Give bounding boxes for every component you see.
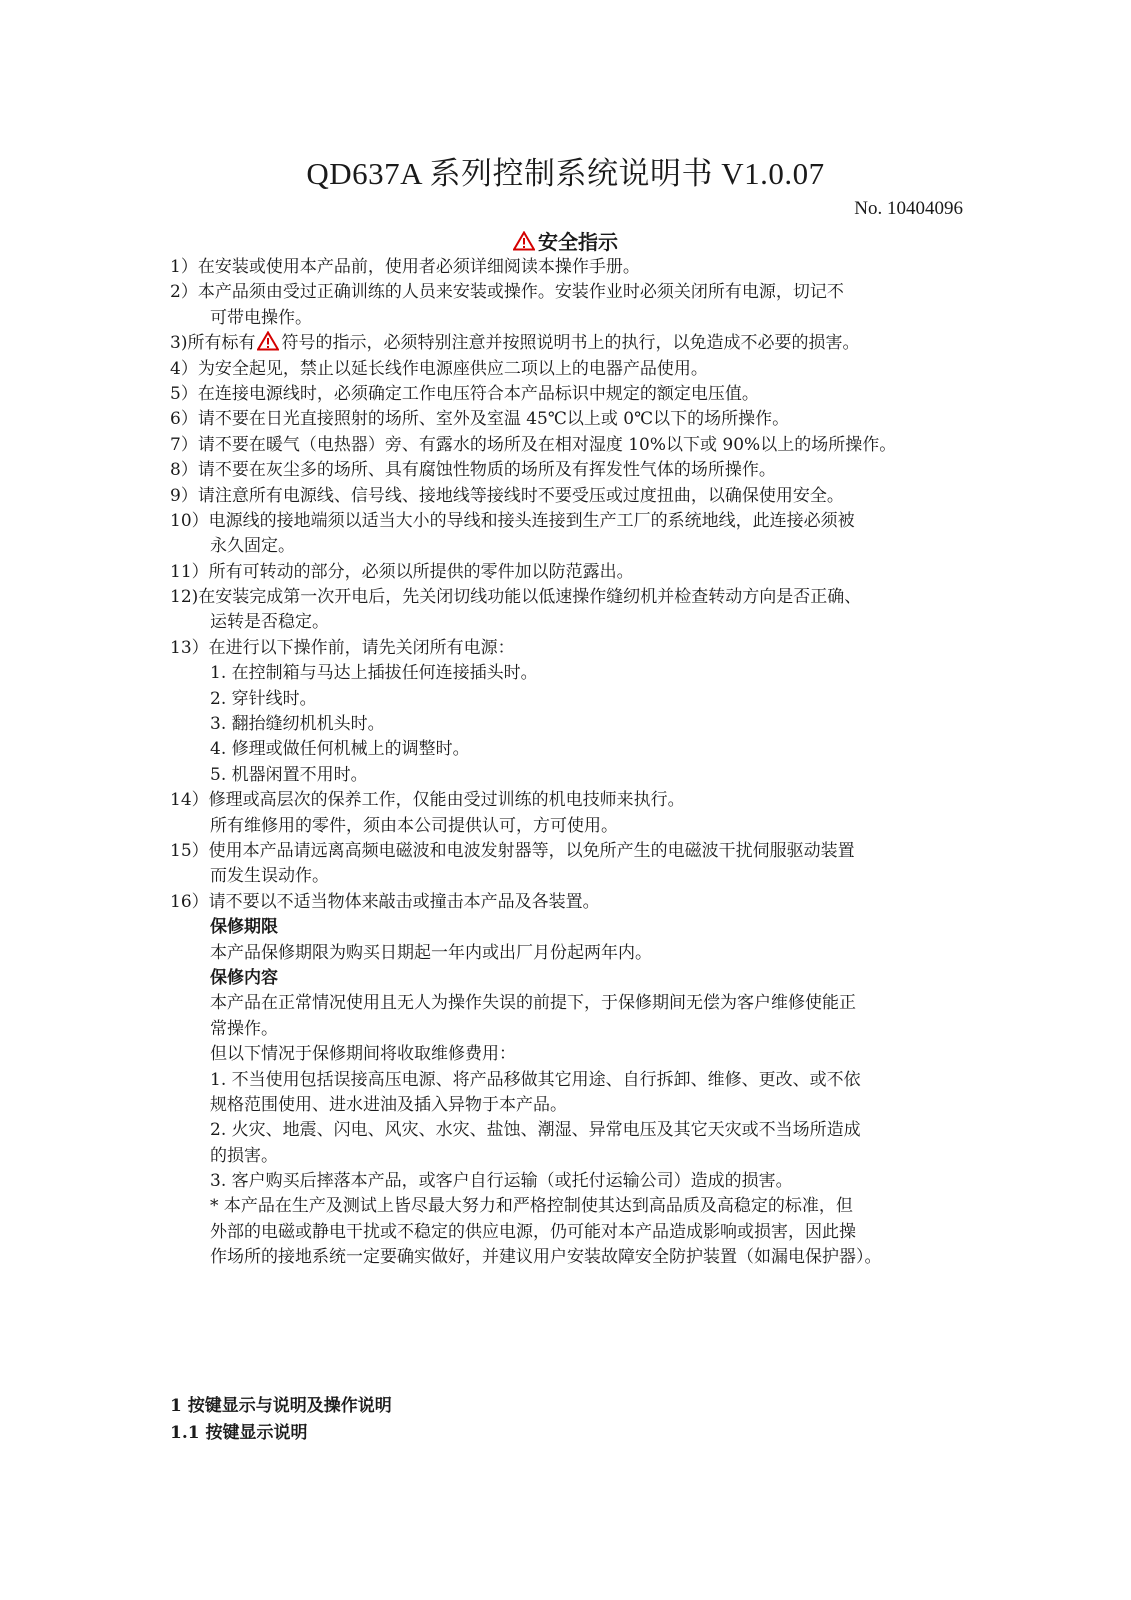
safety-item-2: 2）本产品须由受过正确训练的人员来安装或操作。安装作业时必须关闭所有电源，切记不 [170,282,844,303]
warranty-period-text: 本产品保修期限为购买日期起一年内或出厂月份起两年内。 [210,942,652,963]
safety-subitem-3: 3. 翻抬缝纫机机头时。 [210,714,385,735]
safety-item-14-cont: 所有维修用的零件，须由本公司提供认可，方可使用。 [210,815,618,836]
warranty-content-heading: 保修内容 [210,967,278,988]
safety-item-5: 5）在连接电源线时，必须确定工作电压符合本产品标识中规定的额定电压值。 [170,383,759,404]
safety-item-10: 10）电源线的接地端须以适当大小的导线和接头连接到生产工厂的系统地线，此连接必须被 [170,510,855,531]
warranty-period-heading: 保修期限 [210,917,278,938]
safety-subitem-1: 1. 在控制箱与马达上插拔任何连接插头时。 [210,663,538,684]
safety-item-15-cont: 而发生误动作。 [210,866,329,887]
warning-icon [257,331,279,351]
safety-item-7: 7）请不要在暖气（电热器）旁、有露水的场所及在相对湿度 10%以下或 90%以上的场所操作。 [170,434,897,455]
warranty-fee-item-2: 2. 火灾、地震、闪电、风灾、水灾、盐蚀、潮湿、异常电压及其它天灾或不当场所造成 [210,1120,861,1141]
warning-icon [513,231,535,251]
section-1-1-heading: 1.1 按键显示说明 [170,1423,308,1443]
safety-instructions [170,255,970,1271]
safety-subitem-4: 4. 修理或做任何机械上的调整时。 [210,739,470,760]
warranty-content-text-cont: 常操作。 [210,1018,278,1039]
section-1-heading: 1 按键显示与说明及操作说明 [170,1396,392,1416]
warranty-note-cont-1: 外部的电磁或静电干扰或不稳定的供应电源，仍可能对本产品造成影响或损害，因此操 [210,1221,856,1242]
safety-item-3-end: 符号的指示，必须特别注意并按照说明书上的执行，以免造成不必要的损害。 [281,333,860,354]
page-title: QD637A 系列控制系统说明书 V1.0.07 [306,156,825,191]
safety-item-6: 6）请不要在日光直接照射的场所、室外及室温 45℃以上或 0℃以下的场所操作。 [170,409,790,430]
safety-subitem-2: 2. 穿针线时。 [210,688,317,709]
safety-item-10-cont: 永久固定。 [210,536,295,557]
safety-item-2-cont: 可带电操作。 [210,307,312,328]
safety-item-15: 15）使用本产品请远离高频电磁波和电波发射器等，以免所产生的电磁波干扰伺服驱动装置 [170,840,855,861]
safety-item-9: 9）请注意所有电源线、信号线、接地线等接线时不要受压或过度扭曲，以确保使用安全。 [170,485,844,506]
safety-item-3 [170,331,970,356]
safety-item-8: 8）请不要在灰尘多的场所、具有腐蚀性物质的场所及有挥发性气体的场所操作。 [170,460,776,481]
warranty-note: * 本产品在生产及测试上皆尽最大努力和严格控制使其达到高品质及高稳定的标准，但 [210,1196,853,1217]
safety-item-12-cont: 运转是否稳定。 [210,612,329,633]
safety-item-14: 14）修理或高层次的保养工作，仅能由受过训练的机电技师来执行。 [170,790,685,811]
safety-subitem-5: 5. 机器闲置不用时。 [210,764,368,785]
document-number: No. 10404096 [854,198,963,219]
safety-item-12: 12)在安装完成第一次开电后，先关闭切线功能以低速操作缝纫机并检查转动方向是否正确、 [170,587,862,608]
warranty-fee-item-2-cont: 的损害。 [210,1145,278,1166]
warranty-content-text: 本产品在正常情况使用且无人为操作失误的前提下，于保修期间无偿为客户维修使能正 [210,993,856,1014]
safety-heading-text: 安全指示 [538,230,618,254]
warranty-fee-intro: 但以下情况于保修期间将收取维修费用： [210,1044,516,1065]
warranty-note-cont-2: 作场所的接地系统一定要确实做好，并建议用户安装故障安全防护装置（如漏电保护器）。 [210,1247,882,1268]
safety-item-4: 4）为安全起见，禁止以延长线作电源座供应二项以上的电器产品使用。 [170,358,708,379]
safety-item-11: 11）所有可转动的部分，必须以所提供的零件加以防范露出。 [170,561,634,582]
safety-item-1: 1）在安装或使用本产品前，使用者必须详细阅读本操作手册。 [170,257,640,277]
safety-item-16: 16）请不要以不适当物体来敲击或撞击本产品及各装置。 [170,891,600,912]
warranty-fee-item-1-cont: 规格范围使用、进水进油及插入异物于本产品。 [210,1094,567,1115]
safety-heading [0,226,1131,255]
warranty-fee-item-1: 1. 不当使用包括误接高压电源、将产品移做其它用途、自行拆卸、维修、更改、或不依 [210,1069,861,1090]
safety-item-3-start: 3)所有标有 [170,333,256,354]
warranty-fee-item-3: 3. 客户购买后摔落本产品，或客户自行运输（或托付运输公司）造成的损害。 [210,1171,793,1192]
safety-item-13: 13）在进行以下操作前，请先关闭所有电源： [170,637,515,658]
